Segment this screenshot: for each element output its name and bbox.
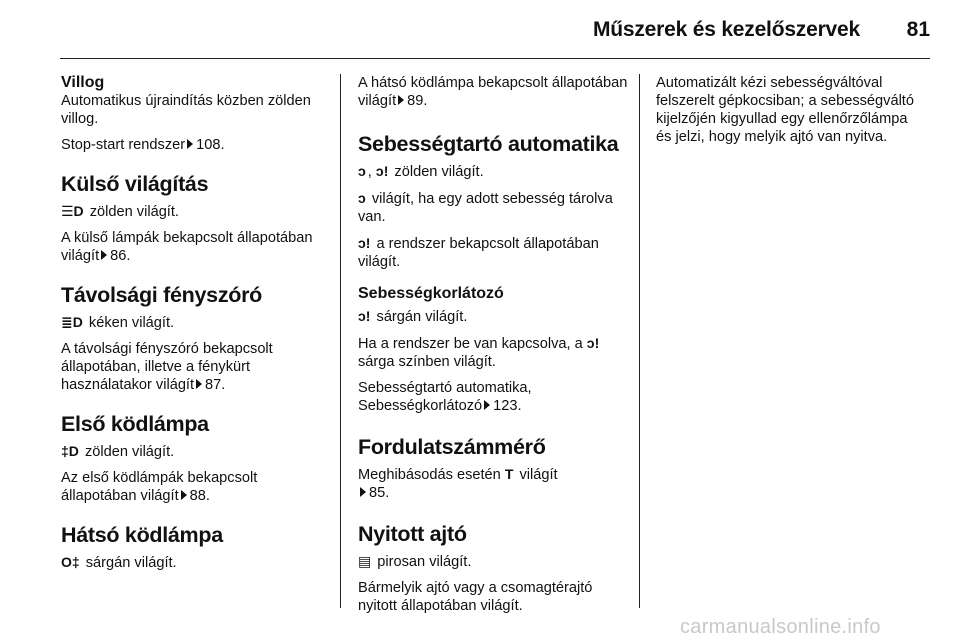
kulso-status bbox=[61, 202, 323, 221]
hatso-status-text: sárgán világít. bbox=[85, 555, 177, 571]
cruise-control-active-icon: ↄ! bbox=[375, 163, 389, 179]
kulso-heading: Külső világítás bbox=[61, 172, 209, 196]
ajto-status-text: pirosan világít. bbox=[377, 554, 472, 570]
column-1 bbox=[61, 74, 323, 580]
page-ref-arrow-icon bbox=[484, 400, 490, 410]
hatso-status bbox=[61, 553, 323, 572]
page-header-title: Műszerek és kezelőszervek bbox=[592, 18, 860, 41]
page-ref-arrow-icon bbox=[187, 139, 193, 149]
door-open-icon: ▤ bbox=[358, 553, 372, 569]
elso-text bbox=[61, 469, 323, 505]
elso-heading: Első ködlámpa bbox=[61, 412, 209, 436]
page-ref-arrow-icon bbox=[101, 250, 107, 260]
korl-text1 bbox=[358, 334, 628, 371]
tavolsagi-heading: Távolsági fényszóró bbox=[61, 283, 262, 307]
korl-text2 bbox=[358, 379, 628, 415]
kulso-text bbox=[61, 229, 323, 265]
seb-heading: Sebességtartó automatika bbox=[358, 132, 619, 156]
page-number: 81 bbox=[906, 18, 930, 41]
seb-text2 bbox=[358, 234, 628, 271]
villog-heading: Villog bbox=[61, 74, 105, 91]
seb-status-text: zölden világít. bbox=[394, 164, 484, 180]
page-ref-arrow-icon bbox=[196, 379, 202, 389]
elso-ref-page: 88. bbox=[189, 488, 210, 504]
column-divider-1 bbox=[340, 74, 341, 608]
page-ref-arrow-icon bbox=[398, 95, 404, 105]
kulso-ref-page: 86. bbox=[110, 248, 131, 264]
page-ref-arrow-icon bbox=[360, 487, 366, 497]
tavolsagi-text-body: A távolsági fényszóró bekapcsolt állapotában, illetve a fénykürt használatakor világít bbox=[61, 341, 273, 393]
hatso-cont-ref-page: 89. bbox=[407, 93, 428, 109]
column-3 bbox=[656, 74, 926, 154]
cruise-control-icon: ↄ bbox=[358, 163, 366, 179]
cruise-control-icon: ↄ bbox=[358, 190, 366, 206]
kulso-text-body: A külső lámpák bekapcsolt állapotában világít bbox=[61, 230, 313, 264]
tavolsagi-status bbox=[61, 313, 323, 332]
elso-status-text: zölden világít. bbox=[84, 444, 175, 460]
high-beam-icon: ≣D bbox=[61, 314, 83, 330]
rear-fog-light-icon: O‡ bbox=[61, 554, 80, 570]
villog-ref bbox=[61, 136, 323, 154]
korl-heading: Sebességkorlátozó bbox=[358, 285, 504, 302]
korl-text1-b: sárga színben világít. bbox=[358, 354, 496, 370]
column-2 bbox=[358, 74, 628, 623]
villog-ref-label: Stop-start rendszer bbox=[61, 137, 186, 153]
col3-text: Automatizált kézi sebességváltóval felszerelt gépkocsiban; a sebességváltó kijelzőjén kigyullad egy ellenőrzőlámpa és jelzi, hogy melyik ajtó van nyitva. bbox=[656, 75, 914, 145]
hatso-cont-text bbox=[358, 74, 628, 110]
hatso-cont-body: A hátsó ködlámpa bekapcsolt állapotában világít bbox=[358, 75, 628, 109]
ajto-status bbox=[358, 552, 628, 571]
elso-text-body: Az első ködlámpák bekapcsolt állapotában világít bbox=[61, 470, 258, 504]
hatso-heading: Hátsó ködlámpa bbox=[61, 523, 223, 547]
exterior-light-icon: ☰D bbox=[61, 203, 84, 219]
korl-text1-body: Ha a rendszer be van kapcsolva, a bbox=[358, 336, 583, 352]
ford-text bbox=[358, 465, 628, 502]
seb-text1-body: világít, ha egy adott sebesség tárolva van. bbox=[358, 191, 613, 225]
ajto-heading: Nyitott ajtó bbox=[358, 522, 467, 546]
seb-text2-body: a rendszer bekapcsolt állapotában világít. bbox=[358, 236, 599, 270]
ford-heading: Fordulatszámmérő bbox=[358, 435, 546, 459]
cruise-control-active-icon: ↄ! bbox=[358, 235, 371, 251]
page-ref-arrow-icon bbox=[181, 490, 187, 500]
tavolsagi-text bbox=[61, 340, 323, 394]
korl-text2-body: Sebességtartó automatika, Sebességkorlátozó bbox=[358, 380, 532, 414]
ford-text-body: Meghibásodás esetén bbox=[358, 467, 501, 483]
kulso-status-text: zölden világít. bbox=[89, 204, 179, 220]
ford-ref-page: 85. bbox=[369, 485, 390, 501]
tachometer-warning-icon: T bbox=[504, 466, 514, 482]
seb-status: ↄ , ↄ! zölden világít. bbox=[358, 163, 484, 180]
seb-text1 bbox=[358, 189, 628, 226]
elso-status bbox=[61, 442, 323, 461]
tavolsagi-ref-page: 87. bbox=[205, 377, 226, 393]
villog-text: Automatikus újraindítás közben zölden villog. bbox=[61, 93, 311, 127]
villog-ref-page: 108. bbox=[196, 137, 225, 153]
speed-limiter-icon: ↄ! bbox=[358, 308, 371, 324]
ford-text-b: világít bbox=[519, 467, 558, 483]
speed-limiter-icon: ↄ! bbox=[586, 335, 600, 351]
korl-status-text: sárgán világít. bbox=[376, 309, 468, 325]
watermark: carmanualsonline.info bbox=[680, 616, 881, 638]
korl-status bbox=[358, 307, 628, 326]
column-divider-2 bbox=[639, 74, 640, 608]
front-fog-light-icon: ‡D bbox=[61, 443, 79, 459]
header-rule bbox=[60, 58, 930, 59]
korl-ref-page: 123. bbox=[493, 398, 522, 414]
ajto-text: Bármelyik ajtó vagy a csomagtérajtó nyitott állapotában világít. bbox=[358, 580, 593, 614]
tavolsagi-status-text: kéken világít. bbox=[88, 315, 175, 331]
